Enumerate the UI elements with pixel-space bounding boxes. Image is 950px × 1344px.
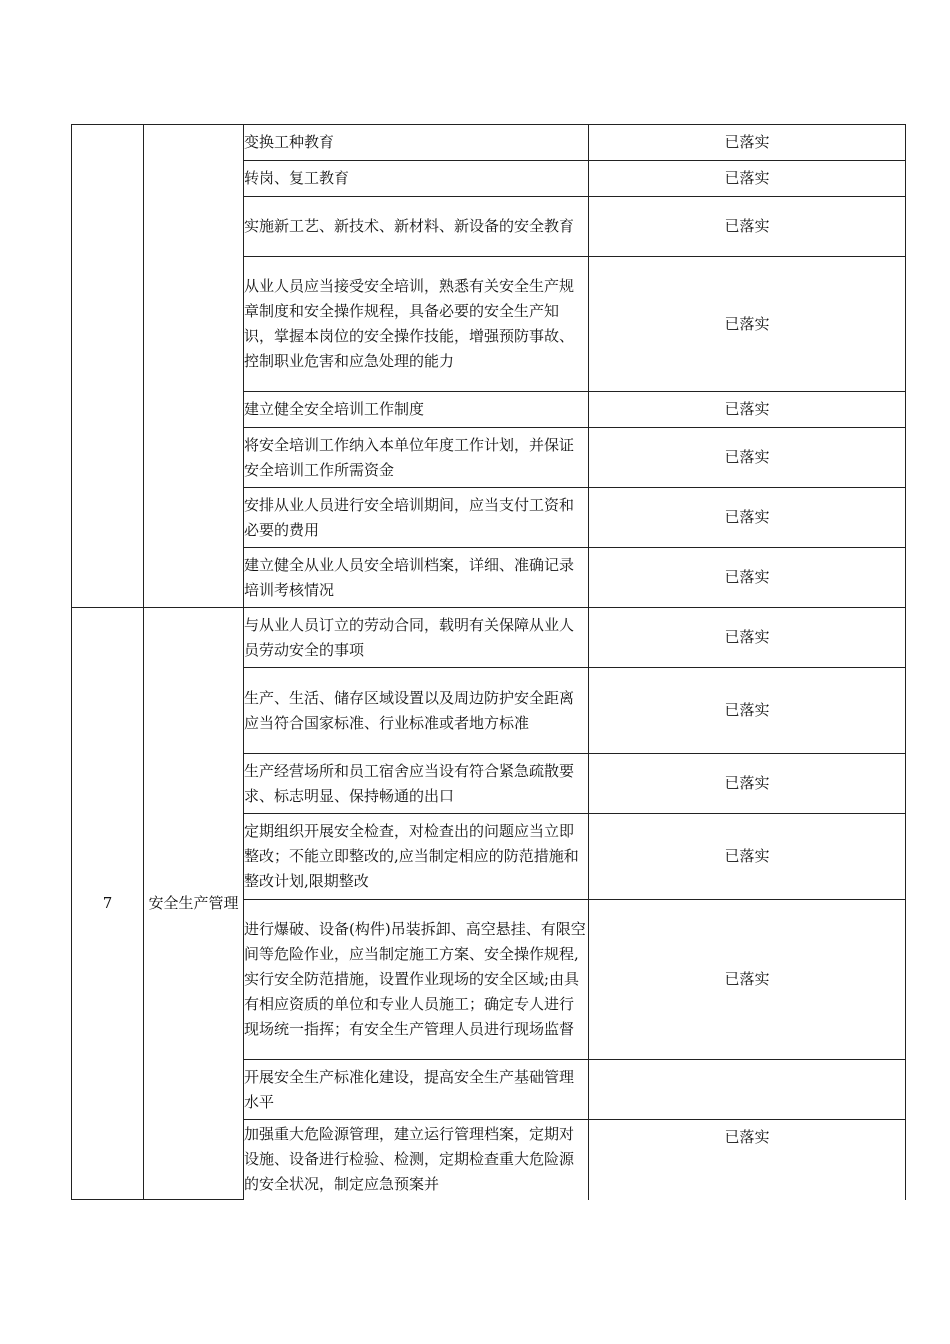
item-cell: 实施新工艺、新技术、新材料、新设备的安全教育 (244, 197, 589, 257)
row-number-cell: 7 (72, 608, 144, 1200)
status-cell: 已落实 (589, 1120, 906, 1200)
item-cell: 转岗、复工教育 (244, 161, 589, 197)
item-cell: 建立健全安全培训工作制度 (244, 392, 589, 428)
status-cell: 已落实 (589, 161, 906, 197)
status-cell: 已落实 (589, 197, 906, 257)
item-cell: 建立健全从业人员安全培训档案，详细、准确记录培训考核情况 (244, 548, 589, 608)
item-cell: 生产经营场所和员工宿舍应当设有符合紧急疏散要求、标志明显、保持畅通的出口 (244, 754, 589, 814)
item-cell: 将安全培训工作纳入本单位年度工作计划，并保证安全培训工作所需资金 (244, 428, 589, 488)
status-cell: 已落实 (589, 900, 906, 1060)
item-cell: 加强重大危险源管理，建立运行管理档案，定期对设施、设备进行检验、检测，定期检查重大危险源的安全状况，制定应急预案并 (244, 1120, 589, 1200)
status-cell: 已落实 (589, 668, 906, 754)
item-cell: 从业人员应当接受安全培训，熟悉有关安全生产规章制度和安全操作规程，具备必要的安全生产知识，掌握本岗位的安全操作技能，增强预防事故、控制职业危害和应急处理的能力 (244, 257, 589, 392)
item-cell: 定期组织开展安全检查，对检查出的问题应当立即整改；不能立即整改的,应当制定相应的防范措施和整改计划,限期整改 (244, 814, 589, 900)
item-cell: 进行爆破、设备(构件)吊装拆卸、高空悬挂、有限空间等危险作业，应当制定施工方案、安全操作规程,实行安全防范措施，设置作业现场的安全区域;由具有相应资质的单位和专业人员施工；确定专人进行现场统一指挥；有安全生产管理人员进行现场监督 (244, 900, 589, 1060)
status-cell: 已落实 (589, 754, 906, 814)
table-row (72, 125, 906, 161)
status-cell: 已落实 (589, 392, 906, 428)
item-cell: 开展安全生产标准化建设，提高安全生产基础管理水平 (244, 1060, 589, 1120)
item-cell: 安排从业人员进行安全培训期间，应当支付工资和必要的费用 (244, 488, 589, 548)
item-cell: 生产、生活、储存区域设置以及周边防护安全距离应当符合国家标准、行业标准或者地方标准 (244, 668, 589, 754)
row-number-cell (72, 125, 144, 608)
status-cell (589, 1060, 906, 1120)
inspection-table (71, 124, 906, 1200)
status-cell: 已落实 (589, 548, 906, 608)
status-cell: 已落实 (589, 608, 906, 668)
status-cell: 已落实 (589, 257, 906, 392)
category-cell (144, 125, 244, 608)
table-row (72, 608, 906, 668)
status-cell: 已落实 (589, 814, 906, 900)
item-cell: 与从业人员订立的劳动合同，载明有关保障从业人员劳动安全的事项 (244, 608, 589, 668)
status-cell: 已落实 (589, 428, 906, 488)
status-cell: 已落实 (589, 125, 906, 161)
status-cell: 已落实 (589, 488, 906, 548)
item-cell: 变换工种教育 (244, 125, 589, 161)
category-cell: 安全生产管理 (144, 608, 244, 1200)
